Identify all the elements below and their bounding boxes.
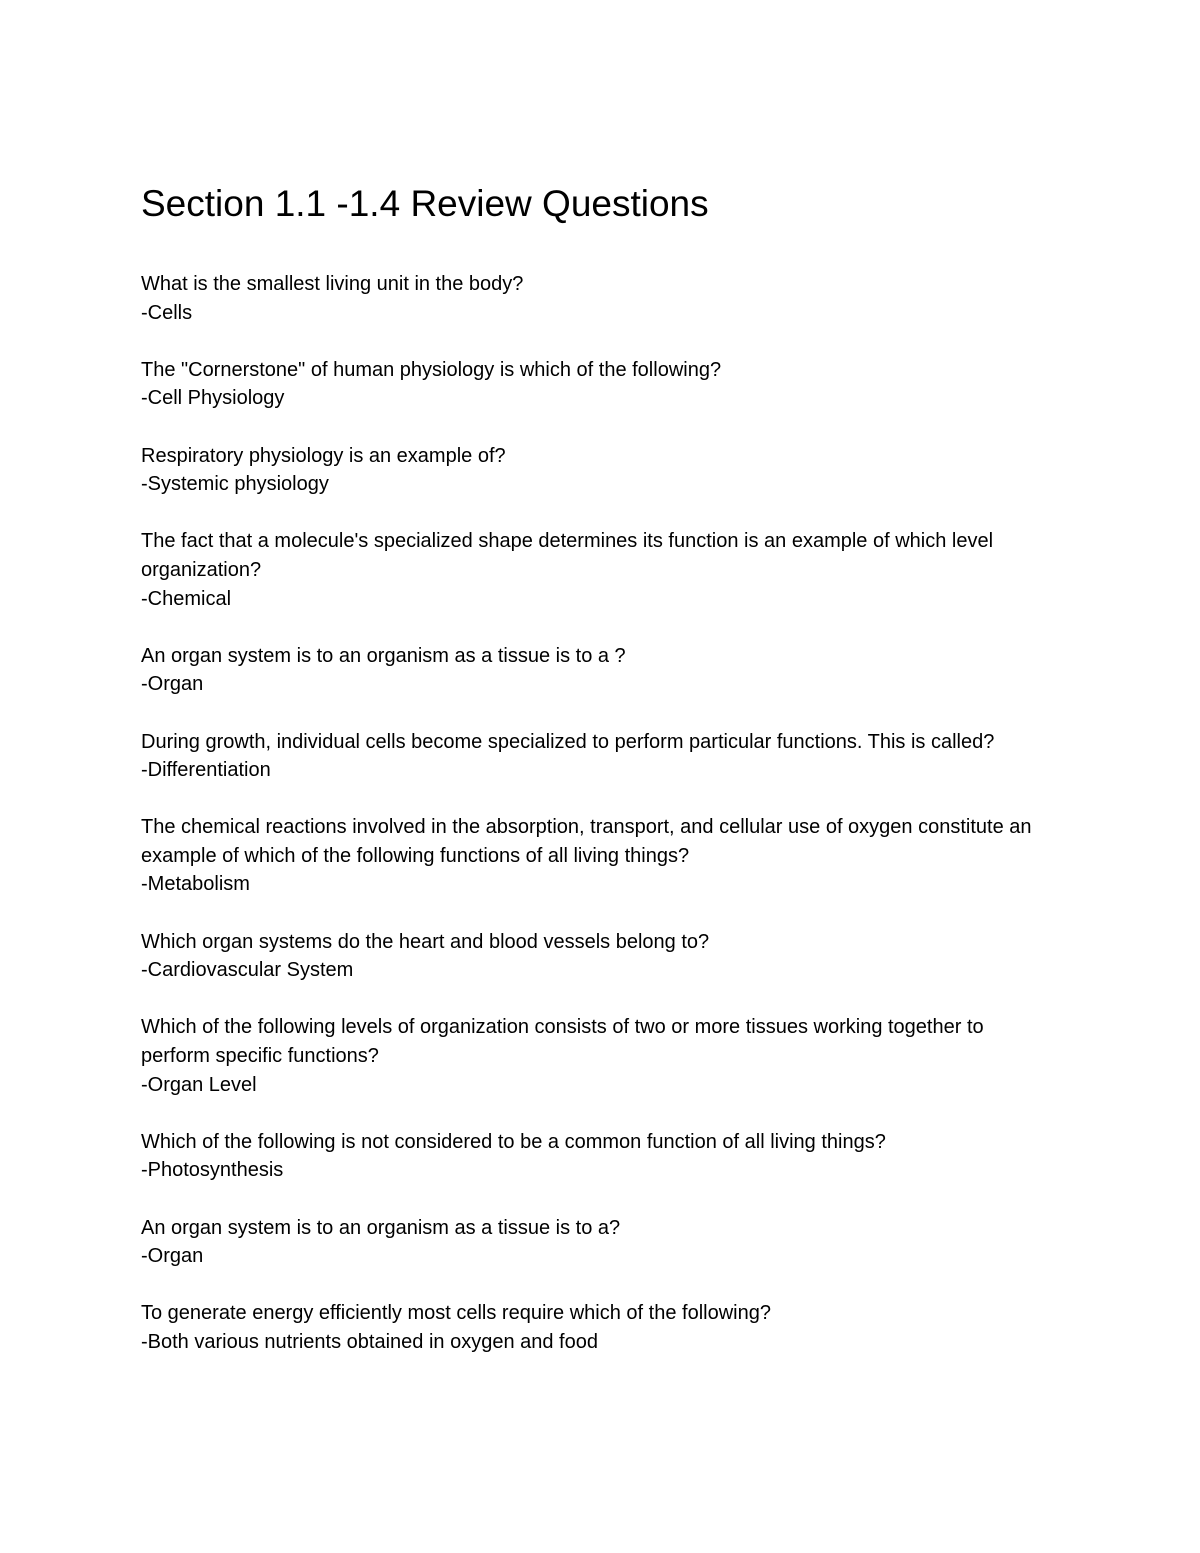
answer-text: -Organ Level <box>141 1073 257 1096</box>
qa-item-3 <box>141 442 1056 499</box>
qa-item-11 <box>141 1214 1056 1271</box>
question-text: To generate energy efficiently most cells require which of the following? <box>141 1302 771 1325</box>
answer-text: -Chemical <box>141 587 232 610</box>
question-text: Which of the following is not considered to be a common function of all living things? <box>141 1130 886 1153</box>
answer-text: -Cell Physiology <box>141 387 285 410</box>
qa-item-6 <box>141 728 1056 785</box>
qa-item-12 <box>141 1299 1056 1356</box>
qa-item-8 <box>141 928 1056 985</box>
answer-text: -Differentiation <box>141 759 271 782</box>
page-title: Section 1.1 -1.4 Review Questions <box>141 183 709 224</box>
qa-item-9 <box>141 1013 1056 1099</box>
question-text: The "Cornerstone" of human physiology is which of the following? <box>141 358 722 381</box>
answer-text: -Cells <box>141 301 193 324</box>
qa-item-10 <box>141 1128 1056 1185</box>
qa-item-4 <box>141 527 1056 613</box>
answer-text: -Organ <box>141 673 204 696</box>
question-text: An organ system is to an organism as a tissue is to a ? <box>141 644 626 667</box>
question-text: Which organ systems do the heart and blood vessels belong to? <box>141 930 710 953</box>
question-list <box>141 270 1056 1385</box>
question-text: During growth, individual cells become specialized to perform particular functions. This is called? <box>141 730 995 753</box>
question-text: What is the smallest living unit in the body? <box>141 273 524 295</box>
qa-item-1 <box>141 270 1056 327</box>
answer-text: -Metabolism <box>141 873 250 896</box>
question-text: The chemical reactions involved in the absorption, transport, and cellular use of oxygen constitute an example of which of the following functions of all living things? <box>141 816 1032 867</box>
answer-text: -Both various nutrients obtained in oxygen and food <box>141 1330 598 1353</box>
question-text: The fact that a molecule's specialized shape determines its function is an example of which level organization? <box>141 530 994 581</box>
question-text: An organ system is to an organism as a tissue is to a? <box>141 1216 621 1239</box>
answer-text: -Organ <box>141 1245 204 1268</box>
answer-text: -Photosynthesis <box>141 1159 284 1182</box>
question-text: Which of the following levels of organization consists of two or more tissues working together to perform specific functions? <box>141 1016 984 1068</box>
qa-item-7 <box>141 813 1056 899</box>
answer-text: -Cardiovascular System <box>141 959 354 982</box>
qa-item-2 <box>141 356 1056 413</box>
question-text: Respiratory physiology is an example of? <box>141 444 506 467</box>
answer-text: -Systemic physiology <box>141 473 329 496</box>
qa-item-5 <box>141 642 1056 699</box>
